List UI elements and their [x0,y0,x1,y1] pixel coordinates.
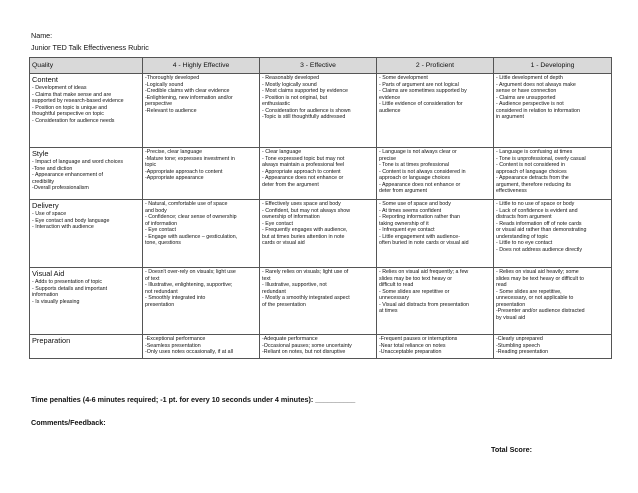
descriptor-line: -Appropriate approach to content [145,168,223,175]
descriptor-line: enthusiastic [262,101,290,108]
descriptor-line: - Appearance does not enhance or [379,181,461,188]
descriptor-cell [143,268,260,335]
criterion-line: -Overall professionalism [32,185,89,192]
descriptor-line: cards or visual aid [262,240,305,247]
descriptor-line: - Mostly logically sound [262,81,317,88]
descriptor-line: - Visual aid distracts from presentation [379,301,469,308]
descriptor-line: slides may be too text heavy or [379,275,453,282]
descriptor-line: redundant [262,288,286,295]
descriptor-line: - Engage with audience – gesticulation, [145,233,238,240]
criterion-line: -Tone and diction [32,165,73,172]
descriptor-line: at times [379,308,398,315]
criterion-line: - Adds to presentation of topic [32,279,103,285]
criterion-line: - Development of ideas [32,85,87,91]
descriptor-line: - Rarely relies on visuals; light use of [262,269,349,275]
rubric-row-visual-aid [30,268,612,335]
criterion-line: information [32,292,59,299]
descriptor-line: always maintain a professional feel [262,162,345,169]
descriptor-line: - Most claims supported by evidence [262,88,348,95]
criterion-line: - Position on topic is unique and [32,104,108,111]
descriptor-line: - Illustrative, enlightening, supportive; [145,282,233,289]
descriptor-line: - Little engagement with audience- [379,233,460,240]
descriptor-line: - Tone is unprofessional, overly casual [496,155,586,162]
descriptor-line: -Near total reliance on notes [379,342,446,349]
descriptor-line: -Reliant on notes, but not disruptive [262,349,346,356]
rubric-row-content [30,74,612,148]
descriptor-cell [377,200,494,268]
column-header-developing: 1 - Developing [494,58,612,74]
descriptor-line: - Clear language [262,149,302,155]
column-header-highly-effective: 4 - Highly Effective [143,58,260,74]
descriptor-line: unnecessary [379,295,410,302]
descriptor-line: - Relies on visual aid frequently; a few [379,269,469,275]
descriptor-line: - Frequently engages with audience, [262,227,348,234]
criterion-line: credibility [32,178,55,185]
descriptor-line: - Mostly a smoothly integrated aspect [262,295,350,302]
descriptor-line: - Audience perspective is not [496,101,564,108]
criterion-line: - Is visually pleasing [32,298,80,305]
descriptor-cell [260,148,377,200]
descriptor-line: -Mature tone; expresses investment in [145,155,235,162]
descriptor-line: - Language is not always clear or [379,149,457,155]
descriptor-cell [143,335,260,359]
descriptor-line: -Credible claims with clear evidence [145,88,230,95]
descriptor-line: perspective [145,101,173,108]
criterion-line: - Consideration for audience needs [32,117,115,124]
descriptor-line: -Topic is still thoughtfully addressed [262,114,346,121]
descriptor-line: ownership of information [262,214,320,221]
descriptor-line: - Claims are unsupported [496,94,556,101]
descriptor-line: - Content is not always considered in [379,168,466,175]
criterion-line: - Eye contact and body language [32,217,110,224]
descriptor-line: - Tone is at times professional [379,162,449,169]
descriptor-line: -Appropriate appearance [145,175,204,182]
descriptor-line: by visual aid [496,314,526,321]
descriptor-line: - Natural, comfortable use of space [145,201,228,207]
rubric-row-preparation [30,335,612,359]
descriptor-line: - Language is confusing at times [496,149,573,155]
descriptor-line: text [262,275,271,282]
descriptor-line: read [496,282,507,289]
descriptor-line: of information [145,220,178,227]
descriptor-line: - Consideration for audience is shown [262,107,351,114]
descriptor-line: - Little development of depth [496,75,563,81]
descriptor-line: effectiveness [496,188,527,195]
name-label: Name: [31,31,53,40]
descriptor-line: - Does not address audience directly [496,246,582,253]
descriptor-line: but at times buries attention in note [262,233,345,240]
descriptor-line: -Exceptional performance [145,336,206,342]
descriptor-cell [260,268,377,335]
quality-title: Delivery [32,201,59,210]
descriptor-line: precise [379,155,397,162]
descriptor-cell [494,148,612,200]
descriptor-line: -Reading presentation [496,349,549,356]
descriptor-line: - Illustrative, supportive, not [262,282,327,289]
descriptor-line: - Reads information off of note cards [496,220,582,227]
descriptor-line: - Appearance detracts from the [496,175,569,182]
descriptor-line: approach of language choices [496,168,567,175]
descriptor-line: - Little to no use of space or body [496,201,575,207]
descriptor-line: deter from the argument [262,181,319,188]
descriptor-line: topic [145,162,157,169]
descriptor-line: - Infrequent eye contact [379,227,435,234]
descriptor-line: difficult to read [379,282,414,289]
descriptor-cell [260,335,377,359]
criterion-line: supported by research-based evidence [32,98,124,105]
column-header-effective: 3 - Effective [260,58,377,74]
descriptor-line: -Adequate performance [262,336,318,342]
descriptor-line: -Stumbling speech [496,342,540,349]
descriptor-line: - Claims are sometimes supported by [379,88,467,95]
descriptor-line: -Relevant to audience [145,107,197,114]
descriptor-line: -Only uses notes occasionally, if at all [145,349,233,356]
descriptor-line: presentation [496,301,526,308]
descriptor-cell [494,268,612,335]
descriptor-line: - Lack of confidence is evident and [496,207,578,214]
descriptor-line: or visual aid rather than demonstrating [496,227,587,234]
quality-cell [30,200,143,268]
descriptor-line: -Frequent pauses or interruptions [379,336,458,342]
descriptor-line: and body [145,207,167,214]
descriptor-line: - Doesn't over-rely on visuals; light use [145,269,236,275]
rubric-table [29,57,612,359]
column-header-proficient: 2 - Proficient [377,58,494,74]
descriptor-line: - Relies on visual aid heavily; some [496,269,579,275]
descriptor-line: - Eye contact [262,220,293,227]
descriptor-line: - Content is not considered in [496,162,565,169]
descriptor-cell [494,335,612,359]
descriptor-line: often buried in note cards or visual aid [379,240,469,247]
descriptor-line: evidence [379,94,401,101]
descriptor-line: - Position is not original, but [262,94,328,101]
descriptor-cell [494,200,612,268]
criterion-line: thoughtful perspective on topic [32,111,104,118]
descriptor-line: - Reasonably developed [262,75,320,81]
descriptor-line: - Some slides are repetitive, [496,288,562,295]
criterion-line: - Interaction with audience [32,224,94,231]
column-header-quality: Quality [30,58,143,74]
descriptor-line: slides may be text heavy or difficult to [496,275,584,282]
descriptor-line: distracts from argument [496,214,552,221]
descriptor-line: - Little evidence of consideration for [379,101,463,108]
rubric-row-delivery [30,200,612,268]
descriptor-line: - Appearance does not enhance or [262,175,344,182]
total-score-label: Total Score: [491,445,533,454]
descriptor-line: argument, therefore reducing its [496,181,572,188]
time-penalties: Time penalties (4-6 minutes required; -1 pt. for every 10 seconds under 4 minutes): __________ [31,395,356,404]
descriptor-line: - Reporting information rather than [379,214,460,221]
descriptor-line: - Confident, but may not always show [262,207,351,214]
descriptor-line: - Some development [379,75,428,81]
rubric-row-style [30,148,612,200]
descriptor-line: -Clearly unprepared [496,336,543,342]
descriptor-cell [377,268,494,335]
quality-title: Style [32,149,49,158]
descriptor-line: - Some slides are repetitive or [379,288,450,295]
descriptor-cell [260,74,377,148]
criterion-line: - Claims that make sense and are [32,91,112,98]
descriptor-line: -Logically sound [145,81,184,88]
descriptor-line: considered in relation to information [496,107,580,114]
descriptor-line: - At times seems confident [379,207,442,214]
quality-cell [30,268,143,335]
descriptor-line: tone, questions [145,240,181,247]
comments-label: Comments/Feedback: [31,418,106,427]
criterion-line: - Impact of language and word choices [32,159,123,165]
quality-title: Visual Aid [32,269,65,278]
descriptor-line: -Precise, clear language [145,149,203,155]
descriptor-line: deter from argument [379,188,427,195]
descriptor-line: -Enlightening, new information and/or [145,94,233,101]
descriptor-line: - Some use of space and body [379,201,451,207]
descriptor-line: - Smoothly integrated into [145,295,206,302]
descriptor-line: -Seamless presentation [145,342,201,349]
quality-title: Preparation [32,336,71,345]
criterion-line: - Supports details and important [32,285,108,292]
descriptor-line: -Unacceptable preparation [379,349,442,356]
descriptor-line: of text [145,275,160,282]
descriptor-line: -Thoroughly developed [145,75,200,81]
descriptor-line: - Confidence; clear sense of ownership [145,214,237,221]
header-row [30,58,612,74]
descriptor-cell [143,200,260,268]
descriptor-line: approach or language choices [379,175,450,182]
descriptor-cell [494,74,612,148]
descriptor-line: - Little to no eye contact [496,240,553,247]
descriptor-cell [143,74,260,148]
descriptor-line: in argument [496,114,524,121]
descriptor-line: - Appropriate approach to content [262,168,341,175]
descriptor-cell [260,200,377,268]
quality-cell [30,74,143,148]
descriptor-line: presentation [145,301,175,308]
descriptor-line: unnecessary, or not applicable to [496,295,574,302]
descriptor-line: -Occasional pauses; some uncertainty [262,342,352,349]
descriptor-line: - Effectively uses space and body [262,201,341,207]
descriptor-cell [377,74,494,148]
descriptor-line: not redundant [145,288,178,295]
criterion-line: - Appearance enhancement of [32,172,103,179]
descriptor-line: - Parts of argument are not logical [379,81,459,88]
descriptor-line: sense or have connection [496,88,557,95]
descriptor-line: -Presenter and/or audience distracted [496,308,585,315]
quality-cell [30,148,143,200]
descriptor-cell [143,148,260,200]
descriptor-cell [377,148,494,200]
rubric-title: Junior TED Talk Effectiveness Rubric [31,43,149,52]
descriptor-cell [377,335,494,359]
descriptor-line: taking ownership of it [379,220,429,227]
quality-title: Content [32,75,58,84]
descriptor-line: understanding of topic [496,233,549,240]
quality-cell [30,335,143,359]
descriptor-line: audience [379,107,401,114]
descriptor-line: - Eye contact [145,227,176,234]
criterion-line: - Use of space [32,211,67,217]
descriptor-line: - Tone expressed topic but may not [262,155,345,162]
descriptor-line: - Argument does not always make [496,81,576,88]
descriptor-line: of the presentation [262,301,306,308]
